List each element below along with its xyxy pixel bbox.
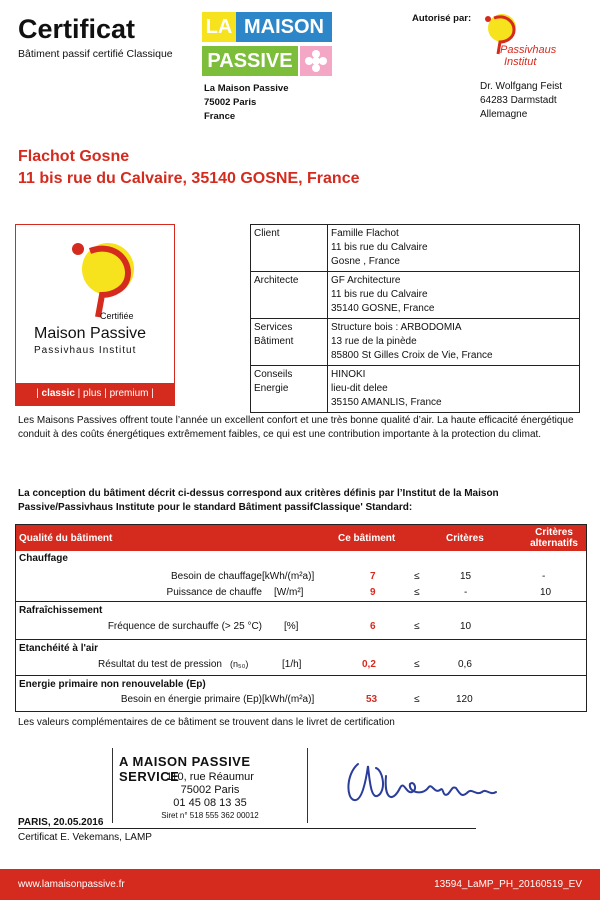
row-criteria: - bbox=[464, 587, 468, 598]
key-line: Architecte bbox=[254, 275, 299, 286]
table-row bbox=[251, 366, 580, 413]
table-row bbox=[251, 319, 580, 366]
row-alt: - bbox=[542, 571, 546, 582]
project-stakeholders-table bbox=[250, 224, 580, 413]
divider-line bbox=[16, 675, 586, 676]
value-line: 35140 GOSNE, France bbox=[331, 303, 435, 314]
header-quality: Qualité du bâtiment bbox=[19, 533, 113, 544]
row-key bbox=[251, 272, 328, 319]
place-date: PARIS, 20.05.2016 bbox=[18, 817, 104, 828]
passivhaus-institut-logo-text bbox=[500, 44, 556, 68]
row-criteria: 120 bbox=[456, 694, 473, 705]
row-key bbox=[251, 366, 328, 413]
logo-maison: MAISON bbox=[236, 12, 332, 42]
la-maison-passive-logo bbox=[202, 12, 332, 80]
section-title: Rafraîchissement bbox=[19, 605, 103, 616]
phi-address-line: Dr. Wolfgang Feist bbox=[480, 81, 563, 92]
row-unit: [kWh/(m²a)] bbox=[262, 571, 315, 582]
lmp-address bbox=[204, 82, 288, 124]
footer-bar bbox=[0, 869, 600, 900]
website-link[interactable]: www.lamaisonpassive.fr bbox=[18, 879, 125, 890]
row-value bbox=[328, 225, 580, 272]
building-quality-table bbox=[15, 524, 587, 712]
section-chauffage bbox=[16, 551, 586, 601]
phi-logo-line: Passivhaus bbox=[500, 44, 557, 56]
key-line: Energie bbox=[254, 383, 289, 394]
row-value: 7 bbox=[370, 571, 376, 582]
value-line: GF Architecture bbox=[331, 275, 401, 286]
stamp-line: 75002 Paris bbox=[180, 784, 240, 796]
passive-house-emblem-icon bbox=[64, 237, 144, 319]
phi-address-line: Allemagne bbox=[480, 109, 528, 120]
row-key bbox=[251, 225, 328, 272]
header-alt-line: alternatifs bbox=[530, 538, 578, 549]
row-label: Fréquence de surchauffe (> 25 °C) bbox=[107, 621, 262, 632]
divider-line bbox=[16, 639, 586, 640]
header-building: Ce bâtiment bbox=[338, 533, 396, 544]
criteria-intro: La conception du bâtiment décrit ci-dessus correspond aux critères définis par l’Institut de la Maison Passive/Passivhaus Institute pour le standard Bâtiment passifClassique' Standard: bbox=[18, 488, 499, 513]
value-line: 11 bis rue du Calvaire bbox=[331, 242, 428, 253]
badge-name: Maison Passive bbox=[34, 325, 147, 342]
row-unit: [kWh/(m²a)] bbox=[262, 694, 315, 705]
section-rafraichissement bbox=[16, 603, 586, 639]
value-line: Famille Flachot bbox=[331, 228, 399, 239]
badge-certified-label: Certifiée bbox=[100, 311, 134, 321]
section-energie-primaire bbox=[16, 677, 586, 711]
value-line: 13 rue de la pinède bbox=[331, 336, 417, 347]
row-operator: ≤ bbox=[414, 621, 420, 632]
row-unit: [W/m²] bbox=[274, 587, 304, 598]
row-operator: ≤ bbox=[414, 694, 420, 705]
row-value: 9 bbox=[370, 587, 376, 598]
lmp-address-line: La Maison Passive bbox=[204, 83, 289, 94]
row-value bbox=[328, 272, 580, 319]
logo-passive: PASSIVE bbox=[202, 46, 298, 76]
row-value bbox=[328, 319, 580, 366]
certifier-line: Certificat E. Vekemans, LAMP bbox=[18, 832, 152, 843]
section-title: Chauffage bbox=[19, 553, 68, 564]
table-row bbox=[251, 225, 580, 272]
value-line: Gosne , France bbox=[331, 256, 400, 267]
value-line: 85800 St Gilles Croix de Vie, France bbox=[331, 350, 493, 361]
key-line: Conseils bbox=[254, 369, 293, 380]
stamp-line: 110, rue Réaumur bbox=[166, 771, 254, 783]
row-operator: ≤ bbox=[414, 571, 420, 582]
intro-paragraph: Les Maisons Passives offrent toute l’année un excellent confort et une très bonne qualité d’air. La haute efficacité énergétique conduit à des coûts énergétiques extrêmement faibles, ce qui est une contribution importante à la protection du climat. bbox=[18, 415, 574, 440]
badge-class-classic: classic bbox=[41, 388, 75, 399]
signature-rule bbox=[18, 828, 476, 829]
badge-institute: Passivhaus Institut bbox=[34, 345, 137, 356]
complement-note: Les valeurs complémentaires de ce bâtiment se trouvent dans le livret de certification bbox=[18, 717, 395, 728]
lmp-address-line: France bbox=[204, 111, 236, 122]
key-line: Bâtiment bbox=[254, 336, 294, 347]
key-line: Services bbox=[254, 322, 293, 333]
badge-class-bar: | classic | plus | premium | bbox=[16, 383, 174, 405]
authorized-by-label: Autorisé par: bbox=[412, 13, 472, 24]
document-reference: 13594_LaMP_PH_20160519_EV bbox=[434, 879, 582, 890]
project-address: 11 bis rue du Calvaire, 35140 GOSNE, France bbox=[18, 170, 360, 187]
value-line: 35150 AMANLIS, France bbox=[331, 397, 442, 408]
row-unit: [%] bbox=[284, 621, 299, 632]
signature-icon bbox=[340, 746, 510, 816]
row-sub: (n₅₀) bbox=[230, 659, 249, 669]
row-label: Besoin en énergie primaire (Ep) bbox=[120, 694, 262, 705]
stamp-title: A MAISON PASSIVE SERVICE bbox=[119, 754, 251, 784]
table-row bbox=[251, 272, 580, 319]
row-criteria: 15 bbox=[460, 571, 472, 582]
logo-la: LA bbox=[202, 12, 236, 42]
project-block bbox=[18, 146, 360, 190]
badge-class-premium: premium bbox=[109, 388, 149, 399]
divider-line bbox=[16, 601, 586, 602]
row-key bbox=[251, 319, 328, 366]
row-value: 6 bbox=[370, 621, 376, 632]
value-line: Structure bois : ARBODOMIA bbox=[331, 322, 462, 333]
quality-table-header bbox=[16, 525, 586, 551]
lmp-address-line: 75002 Paris bbox=[204, 97, 257, 108]
phi-logo-line: Institut bbox=[504, 56, 537, 68]
section-etancheite bbox=[16, 641, 586, 675]
header-criteria: Critères bbox=[446, 533, 484, 544]
section-title: Etanchéité à l'air bbox=[19, 643, 99, 654]
header-alt bbox=[526, 527, 582, 549]
logo-flower-tile bbox=[300, 46, 332, 76]
certificate-subtitle: Bâtiment passif certifié Classique bbox=[18, 48, 173, 60]
row-criteria: 10 bbox=[460, 621, 472, 632]
row-criteria: 0,6 bbox=[458, 659, 472, 670]
value-line: HINOKI bbox=[331, 369, 366, 380]
phi-address bbox=[480, 80, 562, 122]
project-name: Flachot Gosne bbox=[18, 148, 130, 165]
row-label: Résultat du test de pression bbox=[98, 659, 222, 670]
stamp-line: 01 45 08 13 35 bbox=[173, 797, 247, 809]
certified-passive-house-badge bbox=[15, 224, 175, 406]
row-value bbox=[328, 366, 580, 413]
phi-address-line: 64283 Darmstadt bbox=[480, 95, 557, 106]
header-alt-line: Critères bbox=[535, 527, 573, 538]
key-line: Client bbox=[254, 228, 280, 239]
row-alt: 10 bbox=[540, 587, 552, 598]
company-stamp bbox=[112, 748, 308, 823]
row-value: 53 bbox=[366, 694, 378, 705]
value-line: 11 bis rue du Calvaire bbox=[331, 289, 428, 300]
row-unit: [1/h] bbox=[282, 659, 302, 670]
row-label: Puissance de chauffe bbox=[166, 587, 262, 598]
row-value: 0,2 bbox=[362, 659, 376, 670]
value-line: lieu-dit delee bbox=[331, 383, 388, 394]
stamp-siret: Siret n° 518 555 362 00012 bbox=[161, 811, 259, 820]
row-operator: ≤ bbox=[414, 659, 420, 670]
certificate-title: Certificat bbox=[18, 14, 136, 44]
section-title: Energie primaire non renouvelable (Ep) bbox=[19, 679, 206, 690]
row-operator: ≤ bbox=[414, 587, 420, 598]
badge-class-plus: plus bbox=[83, 388, 102, 399]
row-label: Besoin de chauffage bbox=[170, 571, 262, 582]
